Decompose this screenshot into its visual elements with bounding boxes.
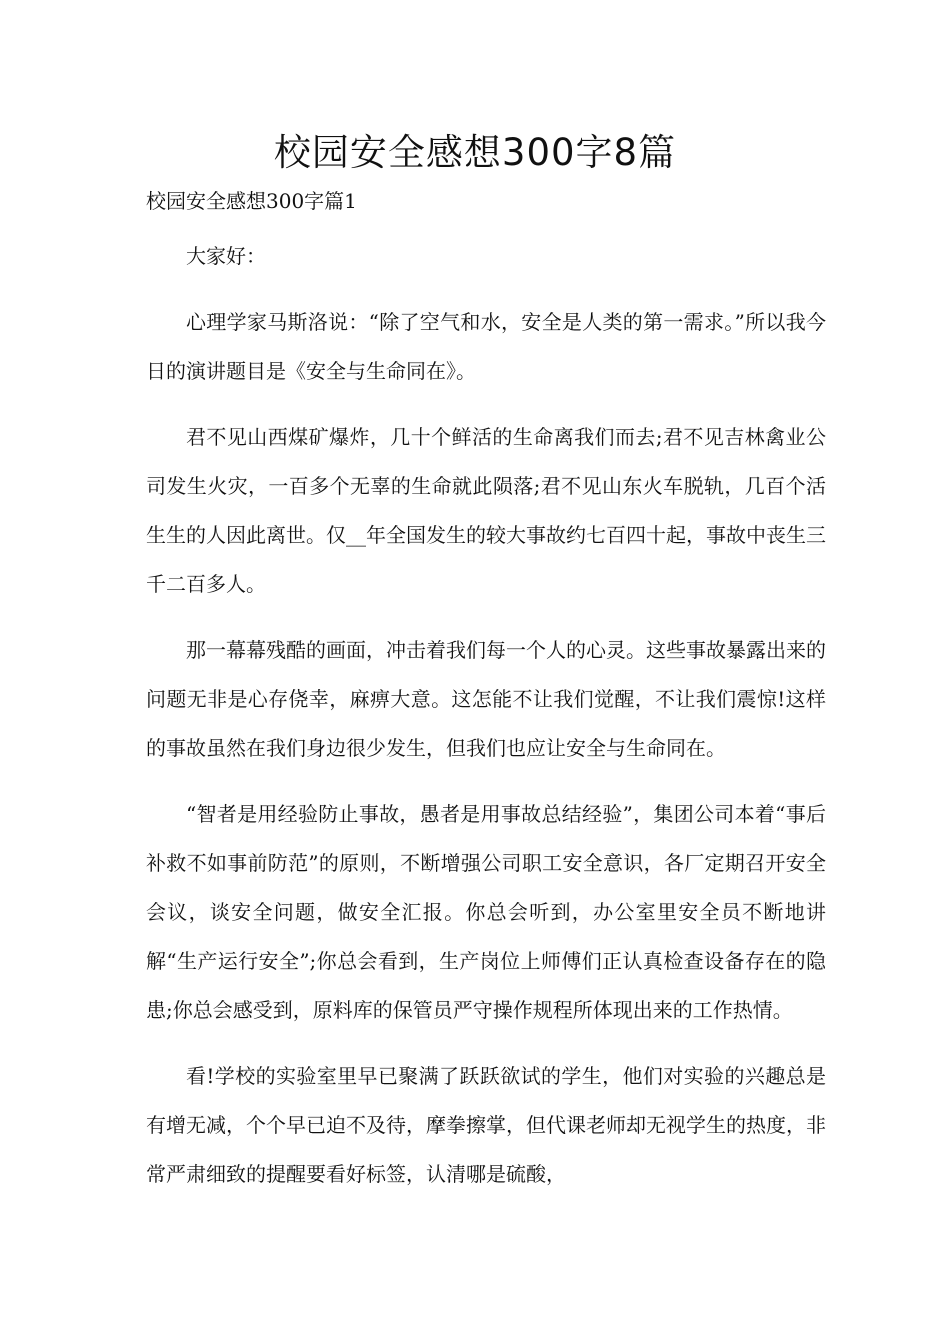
document-title: 校园安全感想300字8篇 xyxy=(273,131,677,174)
paragraph-greeting: 大家好： xyxy=(186,244,266,268)
paragraph: 那一幕幕残酷的画面，冲击着我们每一个人的心灵。这些事故暴露出来的问题无非是心存侥幸，麻痹大意。这怎能不让我们觉醒，不让我们震惊!这样的事故虽然在我们身边很少发生，但我们也应让安全与生命同在。 xyxy=(146,638,826,760)
paragraph: 君不见山西煤矿爆炸，几十个鲜活的生命离我们而去;君不见吉林禽业公司发生火灾，一百多个无辜的生命就此陨落;君不见山东火车脱轨，几百个活生生的人因此离世。仅__年全国发生的较大事故约七百四十起，事故中丧生三千二百多人。 xyxy=(146,425,826,596)
paragraph: 心理学家马斯洛说：“除了空气和水，安全是人类的第一需求。”所以我今日的演讲题目是《安全与生命同在》。 xyxy=(146,310,826,383)
document-body xyxy=(146,232,826,1216)
paragraph: 看!学校的实验室里早已聚满了跃跃欲试的学生，他们对实验的兴趣总是有增无减，个个早已迫不及待，摩拳擦掌，但代课老师却无视学生的热度，非常严肃细致的提醒要看好标签，认清哪是硫酸， xyxy=(146,1064,826,1186)
section-heading: 校园安全感想300字篇1 xyxy=(146,189,357,213)
paragraph: “智者是用经验防止事故，愚者是用事故总结经验”，集团公司本着“事后补救不如事前防范”的原则，不断增强公司职工安全意识，各厂定期召开安全会议，谈安全问题，做安全汇报。你总会听到，办公室里安全员不断地讲解“生产运行安全”;你总会看到，生产岗位上师傅们正认真检查设备存在的隐患;你总会感受到，原料库的保管员严守操作规程所体现出来的工作热情。 xyxy=(146,802,826,1022)
